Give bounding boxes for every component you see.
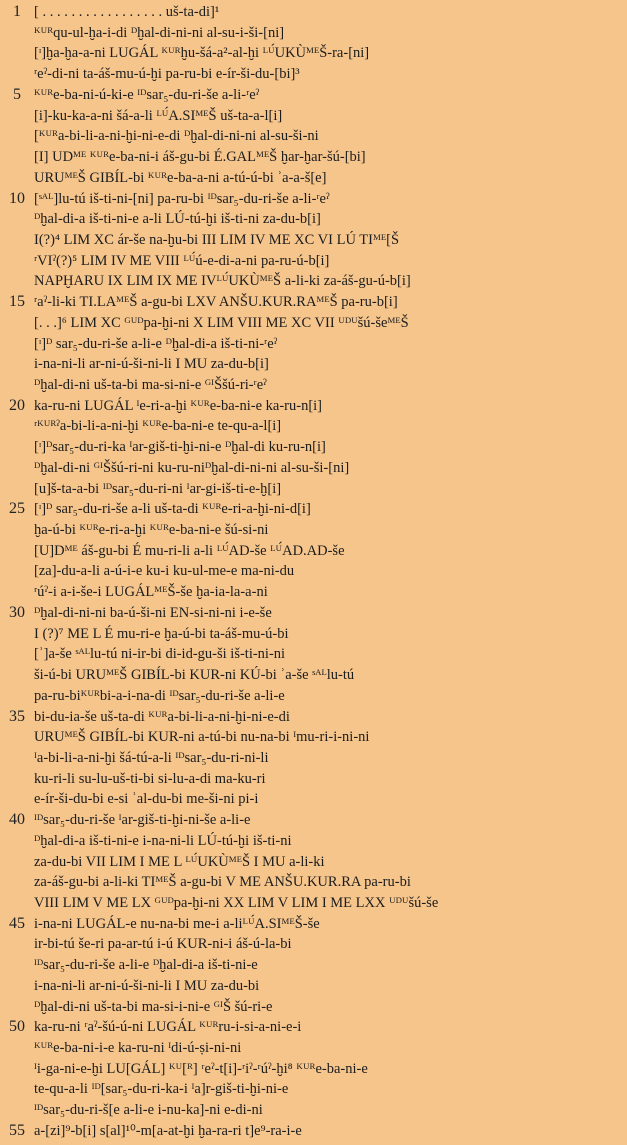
text-line [0, 209, 627, 229]
line-number: 55 [9, 1121, 25, 1139]
text-line [0, 520, 627, 540]
line-text: za-du-bi VII LIM I ME L ᴸᵁ́UKÙᴹᴱŠ I MU a-li-ki [34, 853, 325, 870]
text-line [0, 147, 627, 167]
text-line [0, 1038, 627, 1058]
text-line [0, 934, 627, 954]
line-text: [U]Dᴹᴱ áš-gu-bi É mu-ri-li a-li ᴸᵁ́AD-še ᴸᵁ́AD.AD-še [34, 542, 345, 559]
line-text: [ . . . . . . . . . . . . . . . . . uš-ta-di]¹ [34, 4, 220, 20]
text-line [0, 396, 627, 416]
line-text: URUᴹᴱŠ GIBÍL-bi ᴷᵁᴿe-ba-a-ni a-tú-ú-bi ʾa-a-š[e] [34, 169, 327, 186]
line-text: VIII LIM V ME LX ᴳᵁᴰpa-ḫi-ni XX LIM V LIM I ME LXX ᵁᴰᵁšú-še [34, 895, 439, 911]
line-text: i-na-ni-li ar-ni-ú-ši-ni-li I MU za-du-bi [34, 977, 260, 994]
text-line [0, 189, 627, 209]
text-line [0, 1059, 627, 1079]
line-text: ᴰḫal-di-a iš-ti-ni-e a-li LÚ-tú-ḫi iš-ti-ni za-du-b[i] [34, 211, 321, 228]
text-line [0, 354, 627, 374]
text-line [0, 810, 627, 830]
text-line [0, 375, 627, 395]
line-number: 50 [9, 1018, 25, 1036]
text-line [0, 893, 627, 913]
text-line [0, 769, 627, 789]
text-line [0, 603, 627, 623]
line-number: 30 [9, 603, 25, 621]
line-text: ᴵᴰsar₅-du-ri-š[e a-li-e i-nu-ka]-ni e-di-ni [34, 1102, 263, 1119]
line-number: 45 [9, 914, 25, 932]
line-text: [i]-ku-ka-a-ni šá-a-li ᴸᵁ́A.SIᴹᴱŠ uš-ta-a-l[i] [34, 107, 283, 124]
text-line [0, 1079, 627, 1099]
line-number: 25 [9, 500, 25, 518]
line-text: ᴰḫal-di-ni ᴳᴵŠšú-ri-ni ku-ru-niᴰḫal-di-ni-ni al-su-ši-[ni] [34, 459, 350, 476]
line-text: [I] UDᴹᴱ ᴷᵁᴿe-ba-ni-i áš-gu-bi É.GALᴹᴱŠ ḫar-ḫar-šú-[bi] [34, 149, 366, 165]
line-number: 40 [9, 811, 25, 829]
text-line [0, 997, 627, 1017]
text-line [0, 561, 627, 581]
text-line [0, 64, 627, 84]
line-text: [ᶦ]ᴰ sar₅-du-ri-še a-li uš-ta-di ᴷᵁᴿe-ri-a-ḫi-ni-d[i] [34, 501, 311, 518]
text-line [0, 789, 627, 809]
text-line [0, 230, 627, 250]
text-line [0, 541, 627, 561]
line-number: 10 [9, 189, 25, 207]
line-text: ʳᴷᵁᴿˀa-bi-li-a-ni-ḫi ᴷᵁᴿe-ba-ni-e te-qu-a-l[i] [34, 418, 282, 435]
text-line [0, 2, 627, 22]
text-line [0, 334, 627, 354]
text-line [0, 251, 627, 271]
text-line [0, 955, 627, 975]
text-line [0, 582, 627, 602]
text-line [0, 437, 627, 457]
line-text: [. . .]⁶ LIM XC ᴳᵁᴰpa-ḫi-ni X LIM VIII ME XC VII ᵁᴰᵁšú-šeᴹᴱŠ [34, 314, 409, 331]
line-text: ʳeˀ-di-ni ta-áš-mu-ú-ḫi pa-ru-bi e-ír-ši-du-[bi]³ [34, 66, 300, 83]
line-text: ᴰḫal-di-a iš-ti-ni-e i-na-ni-li LÚ-tú-ḫi iš-ti-ni [34, 832, 292, 849]
line-text: [ʾ]a-še ˢᴬᴸlu-tú ni-ir-bi di-id-gu-ši iš-ti-ni-ni [34, 646, 286, 663]
text-line [0, 458, 627, 478]
line-number: 20 [9, 396, 25, 414]
line-number: 35 [9, 707, 25, 725]
text-line [0, 914, 627, 934]
text-line [0, 831, 627, 851]
text-line [0, 624, 627, 644]
text-line [0, 727, 627, 747]
line-text: ᴰḫal-di-ni uš-ta-bi ma-si-ni-e ᴳᴵŠšú-ri-ʳeˀ [34, 377, 267, 393]
line-number: 1 [13, 3, 21, 20]
line-text: ᴷᵁᴿe-ba-ni-ú-ki-e ᴵᴰsar₅-du-ri-še a-li-ʳeˀ [34, 86, 260, 103]
line-text: ʳaˀ-li-ki TI.LAᴹᴱŠ a-gu-bi LXV ANŠU.KUR.RAᴹᴱŠ pa-ru-b[i] [34, 294, 398, 311]
line-text: a-[zi]⁹-b[i] s[al]¹⁰-m[a-at-ḫi ḫa-ra-ri t]e⁹-ra-i-e [34, 1122, 302, 1139]
line-text: ᴰḫal-di-ni uš-ta-bi ma-si-i-ni-e ᴳᴵŠ šú-ri-e [34, 998, 273, 1015]
line-text: ᴰḫal-di-ni-ni ba-ú-ši-ni EN-si-ni-ni i-e-še [34, 604, 272, 621]
line-text: [za]-du-a-li a-ú-i-e ku-i ku-ul-me-e ma-ni-du [34, 563, 295, 580]
text-line [0, 1017, 627, 1037]
line-text: URUᴹᴱŠ GIBÍL-bi KUR-ni a-tú-bi nu-na-bi ᴵmu-ri-i-ni-ni [34, 729, 370, 746]
line-text: ᴵa-bi-li-a-ni-ḫi šá-tú-a-li ᴵᴰsar₅-du-ri-ni-li [34, 749, 269, 766]
line-text: I (?)⁷ ME L É mu-ri-e ḫa-ú-bi ta-áš-mu-ú-bi [34, 625, 289, 642]
text-line [0, 665, 627, 685]
text-line [0, 479, 627, 499]
line-text: ᴵi-ga-ni-e-ḫi LU[GÁL] ᴷᵁ[ᴿ] ʳeˀ-t[i]-ʳiˀ-ʳúˀ-ḫi⁸ ᴷᵁᴿe-ba-ni-e [34, 1060, 368, 1077]
text-line [0, 748, 627, 768]
line-text: ᴵᴰsar₅-du-ri-še a-li-e ᴰḫal-di-a iš-ti-ni-e [34, 957, 258, 974]
text-line [0, 126, 627, 146]
line-text: i-na-ni-li ar-ni-ú-ši-ni-li I MU za-du-b[i] [34, 356, 269, 373]
text-line [0, 1121, 627, 1141]
line-text: ka-ru-ni ʳaˀ-šú-ú-ni LUGÁL ᴷᵁᴿru-i-si-a-ni-e-i [34, 1019, 302, 1036]
line-text: [ᶦ]ḫa-ḫa-a-ni LUGÁL ᴷᵁᴿḫu-šá-a²-al-ḫi ᴸᵁ́UKÙᴹᴱŠ-ra-[ni] [34, 45, 370, 62]
line-text: ku-ri-li su-lu-uš-ti-bi si-lu-a-di ma-ku-ri [34, 770, 266, 787]
text-line [0, 106, 627, 126]
line-text: pa-ru-biᴷᵁᴿbi-a-i-na-di ᴵᴰsar₅-du-ri-še a-li-e [34, 687, 285, 704]
text-line [0, 644, 627, 664]
line-text: [ˢᴬᴸ]lu-tú iš-ti-ni-[ni] pa-ru-bi ᴵᴰsar₅-du-ri-še a-li-ʳeˀ [34, 190, 330, 207]
line-text: [ᶦ]ᴰsar₅-du-ri-ka ᴵar-giš-ti-ḫi-ni-e ᴰḫal-di ku-ru-n[i] [34, 439, 326, 456]
line-text: bi-du-ia-še uš-ta-di ᴷᵁᴿa-bi-li-a-ni-ḫi-ni-e-di [34, 708, 290, 725]
line-text: ši-ú-bi URUᴹᴱŠ GIBÍL-bi KUR-ni KÚ-bi ʾa-še ˢᴬᴸlu-tú [34, 667, 355, 683]
line-text: ʳVIˀ(?)⁵ LIM IV ME VIII ᴸᵁ́ú-e-di-a-ni pa-ru-ú-b[i] [34, 252, 330, 269]
line-text: ᴵᴰsar₅-du-ri-še ᴵar-giš-ti-ḫi-ni-še a-li-e [34, 812, 251, 829]
line-text: [ᴷᵁᴿa-bi-li-a-ni-ḫi-ni-e-di ᴰḫal-di-ni-ni al-su-ši-ni [34, 128, 319, 145]
line-text: za-áš-gu-bi a-li-ki TIᴹᴱŠ a-gu-bi V ME ANŠU.KUR.RA pa-ru-bi [34, 874, 411, 891]
text-line [0, 23, 627, 43]
text-line [0, 292, 627, 312]
line-text: ʳúˀ-i a-i-še-i LUGÁLᴹᴱŠ-še ḫa-ia-la-a-ni [34, 584, 268, 601]
text-line [0, 499, 627, 519]
line-text: [u]š-ta-a-bi ᴵᴰsar₅-du-ri-ni ᴵar-gi-iš-ti-e-ḫ[i] [34, 480, 282, 497]
text-line [0, 313, 627, 333]
line-text: ka-ru-ni LUGÁL ᴵe-ri-a-ḫi ᴷᵁᴿe-ba-ni-e ka-ru-n[i] [34, 397, 323, 414]
line-text: ᴷᵁᴿqu-ul-ḫa-i-di ᴰḫal-di-ni-ni al-su-i-ši-[ni] [34, 24, 285, 41]
text-line [0, 168, 627, 188]
text-line [0, 271, 627, 291]
text-line [0, 707, 627, 727]
line-text: NAPḪARU IX LIM IX ME IVᴸᵁ́UKÙᴹᴱŠ a-li-ki za-áš-gu-ú-b[i] [34, 273, 411, 290]
text-line [0, 85, 627, 105]
text-line [0, 686, 627, 706]
text-line [0, 852, 627, 872]
text-line [0, 976, 627, 996]
line-text: I(?)⁴ LIM XC ár-še na-ḫu-bi III LIM IV ME XC VI LÚ TIᴹᴱ[Š [34, 231, 400, 248]
text-line [0, 1100, 627, 1120]
line-text: e-ír-ši-du-bi e-si ʾal-du-bi me-ši-ni pi-i [34, 791, 259, 808]
line-text: ḫa-ú-bi ᴷᵁᴿe-ri-a-ḫi ᴷᵁᴿe-ba-ni-e šú-si-ni [34, 522, 269, 538]
text-line [0, 416, 627, 436]
line-text: [ᶦ]ᴰ sar₅-du-ri-še a-li-e ᴰḫal-di-a iš-ti-ni-ʳeˀ [34, 335, 278, 352]
line-text: ir-bi-tú še-ri pa-ar-tú i-ú KUR-ni-i áš-ú-la-bi [34, 936, 292, 953]
text-line [0, 872, 627, 892]
text-line [0, 43, 627, 63]
line-number: 5 [13, 85, 21, 103]
line-text: te-qu-a-li ᴵᴰ[sar₅-du-ri-ka-i ᴵa]r-giš-ti-ḫi-ni-e [34, 1081, 289, 1098]
line-text: i-na-ni LUGÁL-e nu-na-bi me-i a-liᴸᵁ́A.SIᴹᴱŠ-še [34, 915, 320, 932]
line-text: ᴷᵁᴿe-ba-ni-i-e ka-ru-ni ᴵdi-ú-ṣi-ni-ni [34, 1040, 242, 1056]
line-number: 15 [9, 293, 25, 311]
